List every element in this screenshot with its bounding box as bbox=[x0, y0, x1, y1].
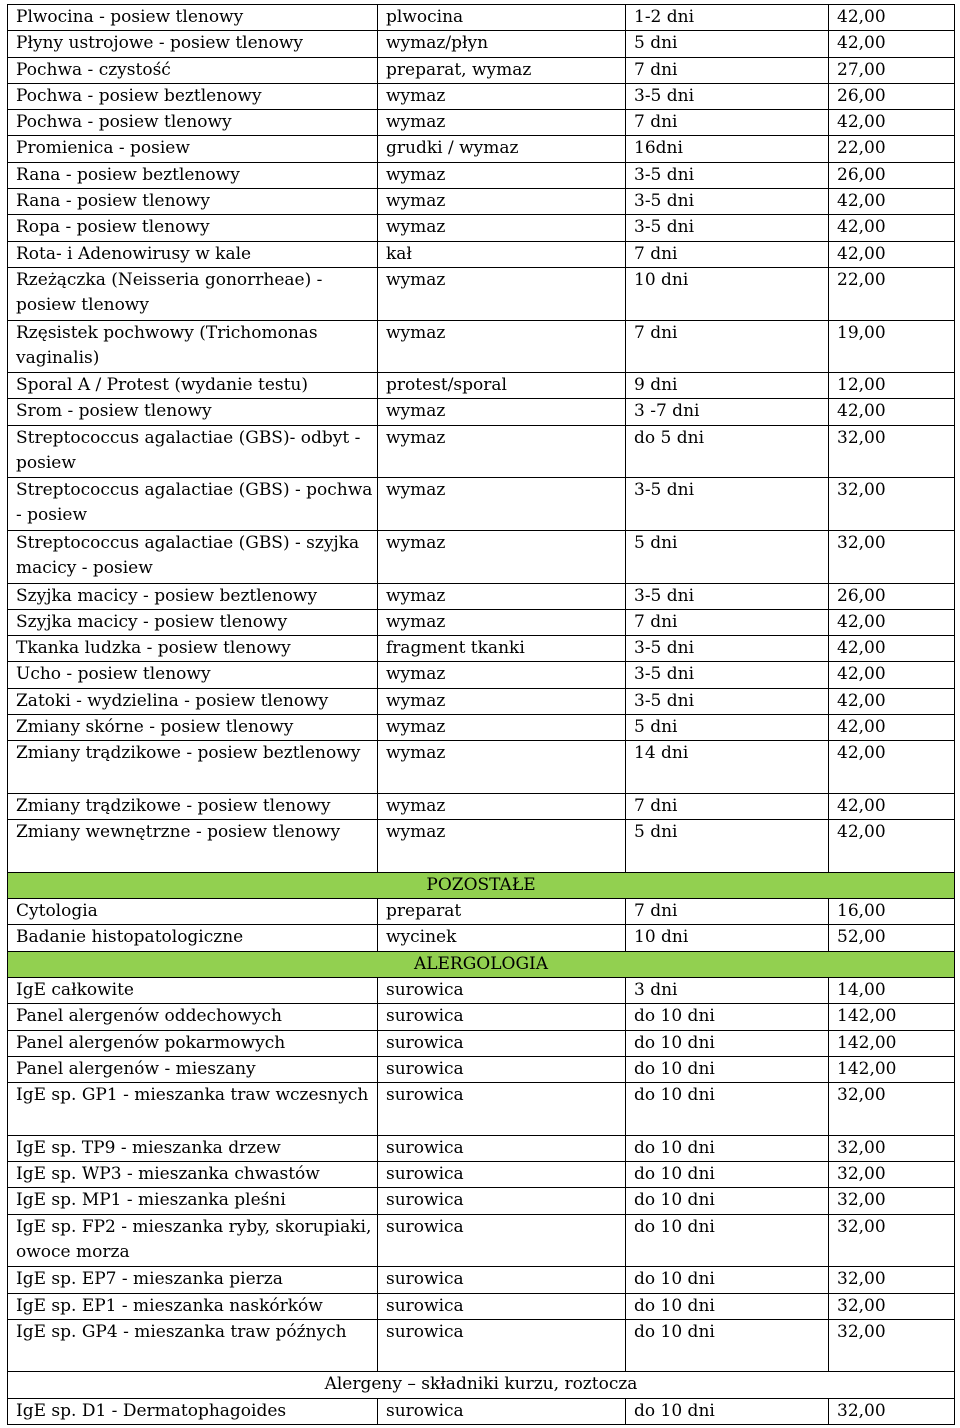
table-row bbox=[8, 583, 955, 609]
table-row bbox=[8, 1398, 955, 1424]
table-row bbox=[8, 715, 955, 741]
table-row bbox=[8, 478, 955, 531]
price-cell: 12,00 bbox=[829, 373, 955, 399]
material-cell: wymaz bbox=[378, 399, 626, 425]
price-cell: 42,00 bbox=[829, 241, 955, 267]
test-name-cell: Rota- i Adenowirusy w kale bbox=[8, 241, 378, 267]
table-row bbox=[8, 57, 955, 83]
test-name-cell: Plwocina - posiew tlenowy bbox=[8, 5, 378, 31]
material-cell: surowica bbox=[378, 1188, 626, 1214]
table-row bbox=[8, 1293, 955, 1319]
material-cell: surowica bbox=[378, 1293, 626, 1319]
turnaround-time-cell: 3-5 dni bbox=[626, 189, 829, 215]
turnaround-time-cell: do 10 dni bbox=[626, 1293, 829, 1319]
test-name-cell: Badanie histopatologiczne bbox=[8, 925, 378, 951]
turnaround-time-cell: do 10 dni bbox=[626, 1214, 829, 1267]
turnaround-time-cell: do 10 dni bbox=[626, 1162, 829, 1188]
price-cell: 16,00 bbox=[829, 899, 955, 925]
price-cell: 14,00 bbox=[829, 977, 955, 1003]
test-name-cell: Zmiany trądzikowe - posiew tlenowy bbox=[8, 793, 378, 819]
turnaround-time-cell: 16dni bbox=[626, 136, 829, 162]
material-cell: surowica bbox=[378, 1004, 626, 1030]
turnaround-time-cell: 3 -7 dni bbox=[626, 399, 829, 425]
price-cell: 32,00 bbox=[829, 425, 955, 478]
test-name-cell: IgE sp. GP1 - mieszanka traw wczesnych bbox=[8, 1083, 378, 1136]
table-row bbox=[8, 5, 955, 31]
test-name-cell: Srom - posiew tlenowy bbox=[8, 399, 378, 425]
test-name-cell: Streptococcus agalactiae (GBS) - pochwa - posiew bbox=[8, 478, 378, 531]
table-row bbox=[8, 899, 955, 925]
test-name-cell: Sporal A / Protest (wydanie testu) bbox=[8, 373, 378, 399]
test-name-cell: Panel alergenów pokarmowych bbox=[8, 1030, 378, 1056]
test-name-cell: Rana - posiew beztlenowy bbox=[8, 162, 378, 188]
table-row bbox=[8, 1188, 955, 1214]
price-cell: 42,00 bbox=[829, 820, 955, 873]
table-row bbox=[8, 215, 955, 241]
section-header: POZOSTAŁE bbox=[8, 872, 955, 898]
material-cell: wymaz bbox=[378, 83, 626, 109]
price-cell: 32,00 bbox=[829, 1267, 955, 1293]
price-cell: 42,00 bbox=[829, 215, 955, 241]
turnaround-time-cell: 3-5 dni bbox=[626, 162, 829, 188]
material-cell: surowica bbox=[378, 1083, 626, 1136]
table-row bbox=[8, 925, 955, 951]
table-row bbox=[8, 1162, 955, 1188]
material-cell: wymaz bbox=[378, 662, 626, 688]
turnaround-time-cell: 5 dni bbox=[626, 530, 829, 583]
material-cell: grudki / wymaz bbox=[378, 136, 626, 162]
test-name-cell: IgE sp. GP4 - mieszanka traw późnych bbox=[8, 1319, 378, 1372]
material-cell: wymaz bbox=[378, 267, 626, 320]
price-cell: 26,00 bbox=[829, 162, 955, 188]
table-row bbox=[8, 820, 955, 873]
turnaround-time-cell: do 10 dni bbox=[626, 1398, 829, 1424]
test-name-cell: Zatoki - wydzielina - posiew tlenowy bbox=[8, 688, 378, 714]
test-name-cell: Rzęsistek pochwowy (Trichomonas vaginalis) bbox=[8, 320, 378, 373]
material-cell: surowica bbox=[378, 1214, 626, 1267]
turnaround-time-cell: 7 dni bbox=[626, 609, 829, 635]
price-cell: 32,00 bbox=[829, 1319, 955, 1372]
turnaround-time-cell: do 10 dni bbox=[626, 1030, 829, 1056]
price-cell: 32,00 bbox=[829, 1135, 955, 1161]
material-cell: wymaz bbox=[378, 215, 626, 241]
test-name-cell: Panel alergenów oddechowych bbox=[8, 1004, 378, 1030]
material-cell: surowica bbox=[378, 1162, 626, 1188]
price-cell: 32,00 bbox=[829, 1162, 955, 1188]
price-cell: 42,00 bbox=[829, 715, 955, 741]
test-name-cell: Streptococcus agalactiae (GBS) - szyjka macicy - posiew bbox=[8, 530, 378, 583]
turnaround-time-cell: 7 dni bbox=[626, 320, 829, 373]
turnaround-time-cell: 14 dni bbox=[626, 741, 829, 794]
section-header: ALERGOLOGIA bbox=[8, 951, 955, 977]
test-name-cell: Cytologia bbox=[8, 899, 378, 925]
material-cell: wymaz bbox=[378, 162, 626, 188]
material-cell: wymaz/płyn bbox=[378, 31, 626, 57]
test-name-cell: Pochwa - posiew tlenowy bbox=[8, 110, 378, 136]
turnaround-time-cell: 5 dni bbox=[626, 31, 829, 57]
test-name-cell: IgE sp. EP7 - mieszanka pierza bbox=[8, 1267, 378, 1293]
price-cell: 142,00 bbox=[829, 1004, 955, 1030]
turnaround-time-cell: 7 dni bbox=[626, 110, 829, 136]
table-row bbox=[8, 662, 955, 688]
turnaround-time-cell: 3-5 dni bbox=[626, 583, 829, 609]
price-cell: 32,00 bbox=[829, 1188, 955, 1214]
table-row bbox=[8, 241, 955, 267]
table-row bbox=[8, 320, 955, 373]
turnaround-time-cell: do 10 dni bbox=[626, 1004, 829, 1030]
material-cell: surowica bbox=[378, 977, 626, 1003]
test-name-cell: Pochwa - posiew beztlenowy bbox=[8, 83, 378, 109]
material-cell: surowica bbox=[378, 1056, 626, 1082]
turnaround-time-cell: do 10 dni bbox=[626, 1188, 829, 1214]
test-name-cell: IgE sp. WP3 - mieszanka chwastów bbox=[8, 1162, 378, 1188]
price-cell: 42,00 bbox=[829, 688, 955, 714]
table-row bbox=[8, 688, 955, 714]
price-cell: 32,00 bbox=[829, 1083, 955, 1136]
material-cell: wymaz bbox=[378, 820, 626, 873]
table-row bbox=[8, 31, 955, 57]
price-cell: 52,00 bbox=[829, 925, 955, 951]
turnaround-time-cell: 3-5 dni bbox=[626, 215, 829, 241]
material-cell: wymaz bbox=[378, 110, 626, 136]
table-row bbox=[8, 189, 955, 215]
test-name-cell: Zmiany wewnętrzne - posiew tlenowy bbox=[8, 820, 378, 873]
turnaround-time-cell: 3-5 dni bbox=[626, 478, 829, 531]
section-header-row bbox=[8, 1372, 955, 1398]
price-list-table bbox=[7, 4, 955, 1425]
table-row bbox=[8, 162, 955, 188]
turnaround-time-cell: do 10 dni bbox=[626, 1267, 829, 1293]
price-cell: 42,00 bbox=[829, 31, 955, 57]
test-name-cell: IgE sp. D1 - Dermatophagoides bbox=[8, 1398, 378, 1424]
price-cell: 42,00 bbox=[829, 662, 955, 688]
test-name-cell: Szyjka macicy - posiew tlenowy bbox=[8, 609, 378, 635]
price-cell: 26,00 bbox=[829, 583, 955, 609]
table-row bbox=[8, 1319, 955, 1372]
turnaround-time-cell: do 10 dni bbox=[626, 1083, 829, 1136]
turnaround-time-cell: 7 dni bbox=[626, 57, 829, 83]
turnaround-time-cell: 3-5 dni bbox=[626, 636, 829, 662]
section-header: Alergeny – składniki kurzu, roztocza bbox=[8, 1372, 955, 1398]
material-cell: wymaz bbox=[378, 793, 626, 819]
price-cell: 27,00 bbox=[829, 57, 955, 83]
turnaround-time-cell: do 5 dni bbox=[626, 425, 829, 478]
table-row bbox=[8, 741, 955, 794]
price-cell: 42,00 bbox=[829, 636, 955, 662]
material-cell: wymaz bbox=[378, 189, 626, 215]
table-row bbox=[8, 373, 955, 399]
table-row bbox=[8, 977, 955, 1003]
test-name-cell: IgE sp. FP2 - mieszanka ryby, skorupiaki, owoce morza bbox=[8, 1214, 378, 1267]
turnaround-time-cell: 7 dni bbox=[626, 793, 829, 819]
material-cell: plwocina bbox=[378, 5, 626, 31]
table-row bbox=[8, 793, 955, 819]
material-cell: preparat bbox=[378, 899, 626, 925]
price-cell: 142,00 bbox=[829, 1030, 955, 1056]
table-row bbox=[8, 267, 955, 320]
test-name-cell: Streptococcus agalactiae (GBS)- odbyt - posiew bbox=[8, 425, 378, 478]
material-cell: wymaz bbox=[378, 478, 626, 531]
turnaround-time-cell: do 10 dni bbox=[626, 1319, 829, 1372]
test-name-cell: Panel alergenów - mieszany bbox=[8, 1056, 378, 1082]
table-row bbox=[8, 1004, 955, 1030]
price-cell: 32,00 bbox=[829, 1214, 955, 1267]
test-name-cell: Rana - posiew tlenowy bbox=[8, 189, 378, 215]
section-header-row bbox=[8, 951, 955, 977]
turnaround-time-cell: 7 dni bbox=[626, 899, 829, 925]
price-cell: 42,00 bbox=[829, 741, 955, 794]
table-row bbox=[8, 636, 955, 662]
price-cell: 32,00 bbox=[829, 1398, 955, 1424]
table-row bbox=[8, 425, 955, 478]
turnaround-time-cell: 5 dni bbox=[626, 715, 829, 741]
price-cell: 32,00 bbox=[829, 1293, 955, 1319]
turnaround-time-cell: 3 dni bbox=[626, 977, 829, 1003]
price-list-body bbox=[8, 5, 955, 1425]
turnaround-time-cell: 10 dni bbox=[626, 267, 829, 320]
test-name-cell: IgE sp. EP1 - mieszanka naskórków bbox=[8, 1293, 378, 1319]
table-row bbox=[8, 1135, 955, 1161]
price-cell: 26,00 bbox=[829, 83, 955, 109]
test-name-cell: Ucho - posiew tlenowy bbox=[8, 662, 378, 688]
material-cell: wymaz bbox=[378, 583, 626, 609]
price-cell: 32,00 bbox=[829, 478, 955, 531]
price-cell: 42,00 bbox=[829, 399, 955, 425]
table-row bbox=[8, 1056, 955, 1082]
test-name-cell: IgE całkowite bbox=[8, 977, 378, 1003]
turnaround-time-cell: 3-5 dni bbox=[626, 662, 829, 688]
material-cell: wymaz bbox=[378, 741, 626, 794]
price-cell: 142,00 bbox=[829, 1056, 955, 1082]
material-cell: protest/sporal bbox=[378, 373, 626, 399]
test-name-cell: Zmiany skórne - posiew tlenowy bbox=[8, 715, 378, 741]
material-cell: wymaz bbox=[378, 320, 626, 373]
price-cell: 42,00 bbox=[829, 5, 955, 31]
price-cell: 22,00 bbox=[829, 267, 955, 320]
turnaround-time-cell: 10 dni bbox=[626, 925, 829, 951]
test-name-cell: Rzeżączka (Neisseria gonorrheae) - posiew tlenowy bbox=[8, 267, 378, 320]
material-cell: surowica bbox=[378, 1319, 626, 1372]
material-cell: preparat, wymaz bbox=[378, 57, 626, 83]
test-name-cell: Szyjka macicy - posiew beztlenowy bbox=[8, 583, 378, 609]
test-name-cell: Pochwa - czystość bbox=[8, 57, 378, 83]
price-cell: 42,00 bbox=[829, 609, 955, 635]
material-cell: wymaz bbox=[378, 688, 626, 714]
material-cell: wymaz bbox=[378, 609, 626, 635]
test-name-cell: Zmiany trądzikowe - posiew beztlenowy bbox=[8, 741, 378, 794]
turnaround-time-cell: do 10 dni bbox=[626, 1056, 829, 1082]
table-row bbox=[8, 83, 955, 109]
price-cell: 19,00 bbox=[829, 320, 955, 373]
material-cell: surowica bbox=[378, 1030, 626, 1056]
table-row bbox=[8, 1214, 955, 1267]
turnaround-time-cell: 9 dni bbox=[626, 373, 829, 399]
table-row bbox=[8, 136, 955, 162]
turnaround-time-cell: do 10 dni bbox=[626, 1135, 829, 1161]
test-name-cell: Płyny ustrojowe - posiew tlenowy bbox=[8, 31, 378, 57]
turnaround-time-cell: 3-5 dni bbox=[626, 688, 829, 714]
table-row bbox=[8, 1267, 955, 1293]
table-row bbox=[8, 110, 955, 136]
material-cell: surowica bbox=[378, 1267, 626, 1293]
table-row bbox=[8, 399, 955, 425]
section-header-row bbox=[8, 872, 955, 898]
test-name-cell: Promienica - posiew bbox=[8, 136, 378, 162]
turnaround-time-cell: 3-5 dni bbox=[626, 83, 829, 109]
table-row bbox=[8, 609, 955, 635]
material-cell: surowica bbox=[378, 1398, 626, 1424]
material-cell: wycinek bbox=[378, 925, 626, 951]
price-cell: 42,00 bbox=[829, 189, 955, 215]
price-cell: 22,00 bbox=[829, 136, 955, 162]
price-cell: 42,00 bbox=[829, 110, 955, 136]
material-cell: fragment tkanki bbox=[378, 636, 626, 662]
test-name-cell: IgE sp. TP9 - mieszanka drzew bbox=[8, 1135, 378, 1161]
table-row bbox=[8, 530, 955, 583]
material-cell: surowica bbox=[378, 1135, 626, 1161]
material-cell: wymaz bbox=[378, 425, 626, 478]
table-row bbox=[8, 1083, 955, 1136]
table-row bbox=[8, 1030, 955, 1056]
test-name-cell: Ropa - posiew tlenowy bbox=[8, 215, 378, 241]
turnaround-time-cell: 1-2 dni bbox=[626, 5, 829, 31]
material-cell: wymaz bbox=[378, 530, 626, 583]
material-cell: wymaz bbox=[378, 715, 626, 741]
test-name-cell: IgE sp. MP1 - mieszanka pleśni bbox=[8, 1188, 378, 1214]
price-cell: 32,00 bbox=[829, 530, 955, 583]
turnaround-time-cell: 5 dni bbox=[626, 820, 829, 873]
test-name-cell: Tkanka ludzka - posiew tlenowy bbox=[8, 636, 378, 662]
material-cell: kał bbox=[378, 241, 626, 267]
price-cell: 42,00 bbox=[829, 793, 955, 819]
turnaround-time-cell: 7 dni bbox=[626, 241, 829, 267]
